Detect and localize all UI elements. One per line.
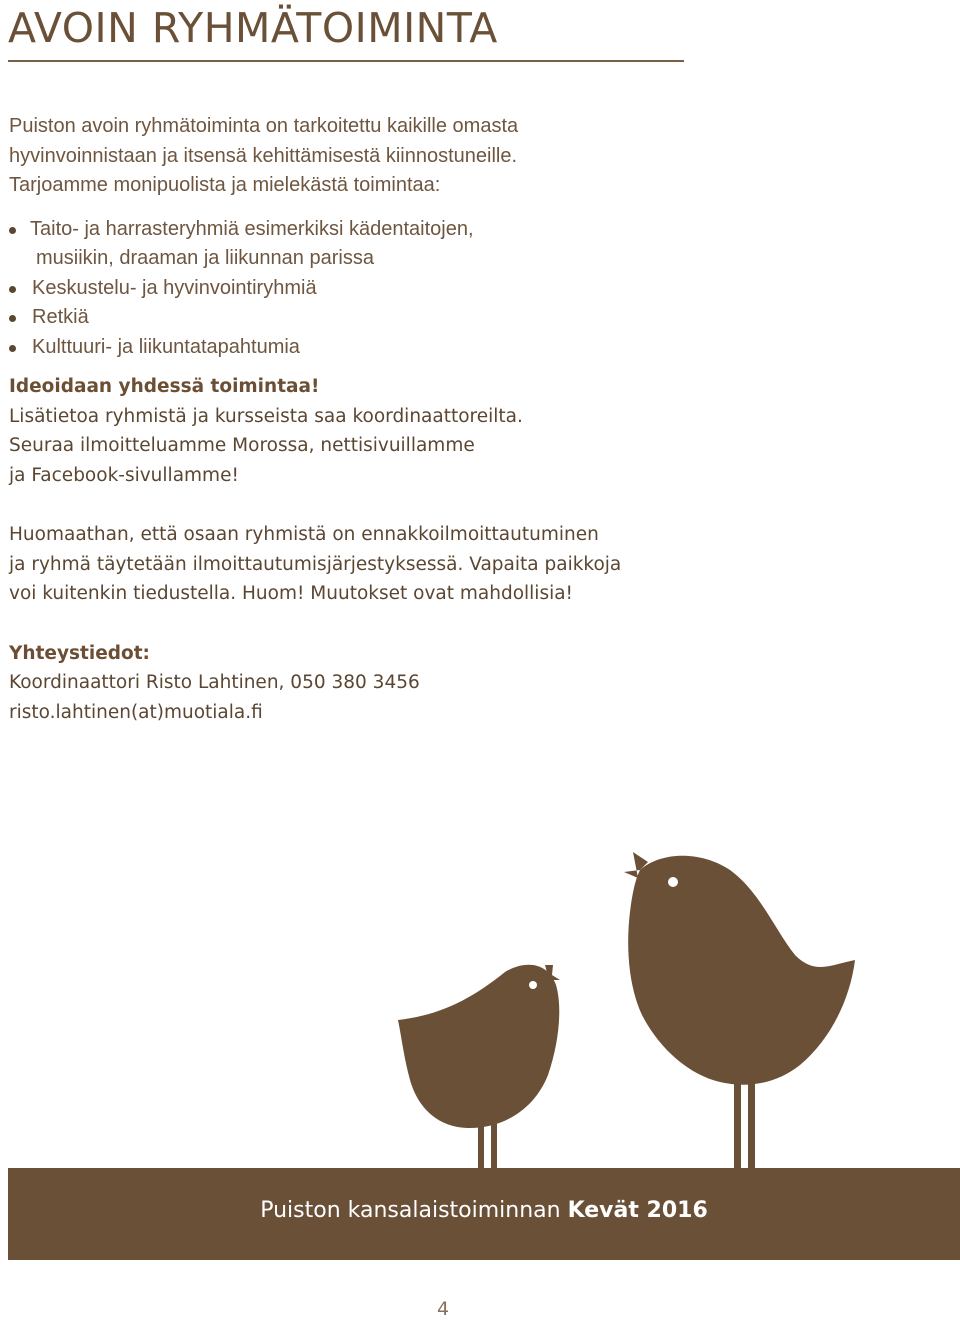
bullet-icon: [9, 315, 16, 322]
contact-email[interactable]: risto.lahtinen(at)muotiala.fi: [9, 701, 263, 723]
large-bird-icon: [624, 852, 855, 1170]
list-item-label: Taito- ja harrasteryhmiä esimerkiksi kädentaitojen,: [30, 217, 474, 240]
activity-list: [9, 215, 729, 363]
spacer: [9, 609, 729, 639]
intro-line: Tarjoamme monipuolista ja mielekästä toimintaa:: [9, 174, 441, 196]
cta-paragraph: [9, 372, 729, 727]
list-item: [9, 215, 729, 274]
notice-line: voi kuitenkin tiedustella. Huom! Muutokset ovat mahdollisia!: [9, 583, 573, 604]
footer-text-regular: Puiston kansalaistoiminnan: [260, 1198, 568, 1223]
list-item: [9, 303, 729, 333]
cta-heading: Ideoidaan yhdessä toimintaa!: [9, 376, 320, 397]
cta-line: Seuraa ilmoitteluamme Morossa, nettisivuillamme: [9, 435, 475, 456]
bullet-icon: [9, 345, 16, 352]
intro-line: hyvinvoinnistaan ja itsensä kehittämisestä kiinnostuneille.: [9, 144, 518, 167]
title-divider: [8, 60, 684, 62]
small-bird-icon: [398, 965, 560, 1170]
large-bird-eye-icon: [668, 877, 678, 887]
contact-heading: Yhteystiedot:: [9, 642, 150, 664]
page-number: 4: [436, 1298, 450, 1320]
cta-line: Lisätietoa ryhmistä ja kursseista saa koordinaattoreilta.: [9, 405, 523, 427]
intro-line: Puiston avoin ryhmätoiminta on tarkoitettu kaikille omasta: [9, 115, 519, 137]
contact-person: Koordinaattori Risto Lahtinen, 050 380 3456: [9, 672, 420, 693]
list-item-label: Kulttuuri- ja liikuntatapahtumia: [32, 335, 300, 358]
footer-band: [8, 1168, 960, 1260]
bullet-icon: [9, 227, 16, 234]
intro-paragraph: [9, 112, 729, 201]
footer-text: [8, 1198, 960, 1223]
list-item-label: Retkiä: [32, 306, 89, 328]
spacer: [9, 490, 729, 520]
notice-line: Huomaathan, että osaan ryhmistä on ennakkoilmoittautuminen: [9, 524, 599, 545]
small-bird-eye-icon: [529, 981, 537, 989]
list-item-label: Keskustelu- ja hyvinvointiryhmiä: [32, 276, 317, 299]
list-item-label-continued: musiikin, draaman ja liikunnan parissa: [36, 247, 374, 269]
bullet-icon: [9, 286, 16, 293]
list-item: [9, 274, 729, 304]
notice-line: ja ryhmä täytetään ilmoittautumisjärjestyksessä. Vapaita paikkoja: [9, 553, 622, 575]
cta-line: ja Facebook-sivullamme!: [9, 464, 239, 486]
main-content: [9, 112, 729, 727]
footer-text-bold: Kevät 2016: [567, 1198, 708, 1223]
list-item: [9, 333, 729, 363]
page-title: AVOIN RYHMÄTOIMINTA: [8, 4, 498, 52]
